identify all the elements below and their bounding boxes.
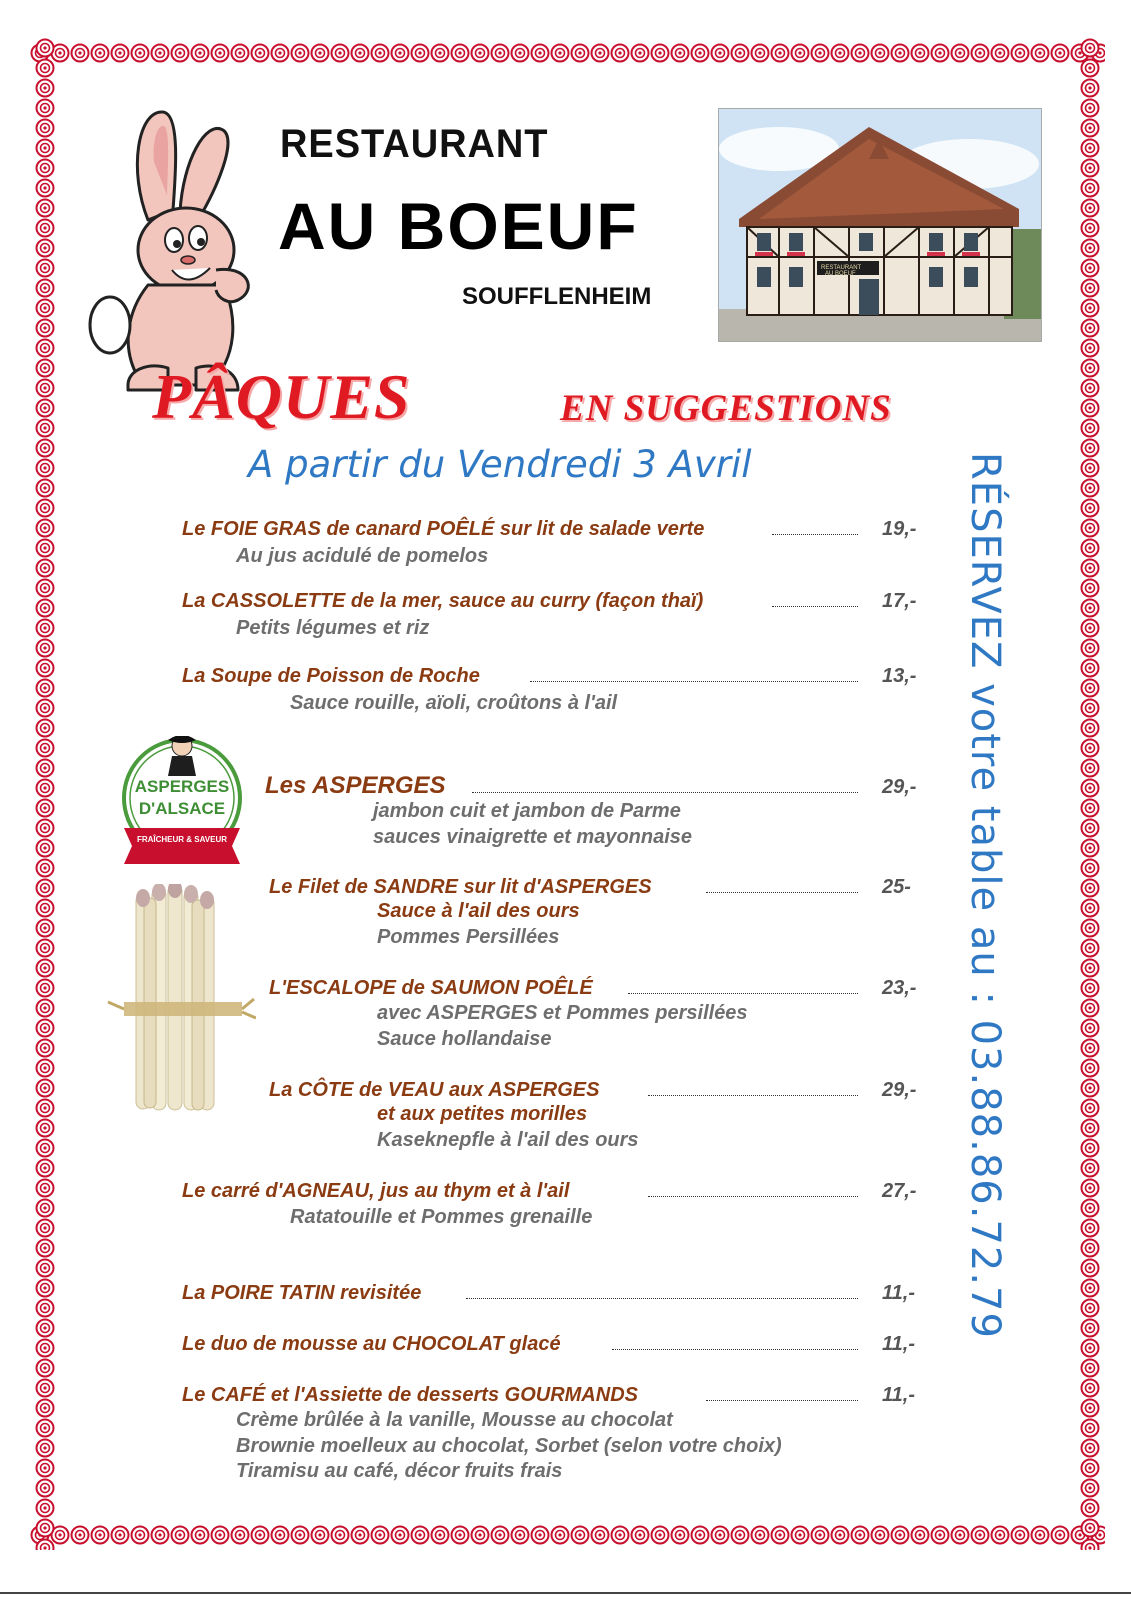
menu-item-title: Le duo de mousse au CHOCOLAT glacé [182, 1333, 561, 1355]
menu-item-description: Au jus acidulé de pomelos [236, 545, 489, 567]
menu-item-price: 29,- [882, 1079, 917, 1101]
photo-sign-line1: RESTAURANT [821, 265, 862, 271]
easter-bunny-illustration [88, 100, 263, 400]
menu-item-title: Les ASPERGES [265, 772, 446, 799]
menu-item-price: 19,- [882, 518, 917, 540]
suggestions-title: EN SUGGESTIONS [560, 388, 892, 429]
menu-item-description: Petits légumes et riz [236, 617, 430, 639]
menu-item-title: Le Filet de SANDRE sur lit d'ASPERGES [269, 876, 652, 898]
menu-item-description: Pommes Persillées [377, 926, 560, 948]
price-leader-dots [472, 792, 858, 793]
menu-item [0, 772, 1000, 802]
menu-item [0, 665, 1000, 691]
easter-title: PÂQUES [152, 361, 411, 432]
menu-item [0, 1333, 1000, 1359]
menu-item [0, 977, 1000, 1003]
start-date: A partir du Vendredi 3 Avril [248, 443, 752, 486]
menu-item [0, 1282, 1000, 1308]
menu-item-price: 13,- [882, 665, 917, 687]
restaurant-building-photo [718, 108, 1042, 342]
menu-item-description: Sauce rouille, aïoli, croûtons à l'ail [290, 692, 618, 714]
menu-item-price: 11,- [882, 1282, 915, 1304]
menu-item [0, 1180, 1000, 1206]
menu-item [0, 518, 1000, 544]
menu-item-description: avec ASPERGES et Pommes persillées [377, 1002, 748, 1024]
photo-sign-line2: AU BOEUF [825, 271, 856, 277]
menu-item-price: 17,- [882, 590, 917, 612]
price-leader-dots [706, 1400, 858, 1401]
price-leader-dots [530, 681, 858, 682]
price-leader-dots [612, 1349, 858, 1350]
price-leader-dots [466, 1298, 858, 1299]
price-leader-dots [772, 534, 858, 535]
menu-item [0, 1079, 1000, 1105]
border-right [1075, 38, 1105, 1550]
menu-item-title: La Soupe de Poisson de Roche [182, 665, 480, 687]
restaurant-town: SOUFFLENHEIM [462, 283, 652, 310]
menu-item-title: La CASSOLETTE de la mer, sauce au curry (façon thaï) [182, 590, 704, 612]
menu-item-description: Ratatouille et Pommes grenaille [290, 1206, 593, 1228]
menu-item-description: Sauce à l'ail des ours [377, 900, 580, 922]
menu-item-description: jambon cuit et jambon de Parme [373, 800, 681, 822]
menu-item-price: 23,- [882, 977, 917, 999]
menu-item-price: 11,- [882, 1333, 915, 1355]
price-leader-dots [648, 1095, 858, 1096]
menu-item-title: Le carré d'AGNEAU, jus au thym et à l'ail [182, 1180, 570, 1202]
border-top [30, 38, 1105, 68]
menu-item-title: Le FOIE GRAS de canard POÊLÉ sur lit de salade verte [182, 518, 705, 540]
menu-item-description: Brownie moelleux au chocolat, Sorbet (selon votre choix) [236, 1435, 782, 1457]
asperges-alsace-badge [116, 736, 248, 876]
price-leader-dots [628, 993, 858, 994]
menu-item-title: La POIRE TATIN revisitée [182, 1282, 422, 1304]
menu-item [0, 590, 1000, 616]
menu-item-description: Kaseknepfle à l'ail des ours [377, 1129, 639, 1151]
price-leader-dots [648, 1196, 858, 1197]
badge-ribbon: FRAÎCHEUR & SAVEUR [136, 835, 228, 844]
menu-item-title: L'ESCALOPE de SAUMON POÊLÉ [269, 977, 593, 999]
menu-item-description: sauces vinaigrette et mayonnaise [373, 826, 693, 848]
menu-item-title: La CÔTE de VEAU aux ASPERGES [269, 1079, 600, 1101]
price-leader-dots [772, 606, 858, 607]
restaurant-name: AU BOEUF [278, 189, 639, 263]
border-bottom [30, 1520, 1105, 1550]
menu-item-price: 27,- [882, 1180, 917, 1202]
menu-item-description: Tiramisu au café, décor fruits frais [236, 1460, 563, 1482]
restaurant-label: RESTAURANT [280, 122, 549, 166]
page-bottom-rule [0, 1592, 1131, 1594]
menu-item-price: 29,- [882, 776, 917, 798]
menu-item-description: Crème brûlée à la vanille, Mousse au chocolat [236, 1409, 673, 1431]
badge-line1: ASPERGES [134, 777, 230, 796]
badge-line2: D'ALSACE [138, 799, 226, 818]
price-leader-dots [706, 892, 858, 893]
menu-item-description: Sauce hollandaise [377, 1028, 552, 1050]
menu-item-price: 11,- [882, 1384, 915, 1406]
reservation-phone: RÉSERVEZ votre table au : 03.88.86.72.79 [962, 452, 1008, 1339]
menu-item-title: Le CAFÉ et l'Assiette de desserts GOURMANDS [182, 1384, 638, 1406]
menu-item [0, 876, 1000, 902]
menu-item-price: 25- [882, 876, 911, 898]
menu-item-description: et aux petites morilles [377, 1103, 588, 1125]
menu-item [0, 1384, 1000, 1410]
